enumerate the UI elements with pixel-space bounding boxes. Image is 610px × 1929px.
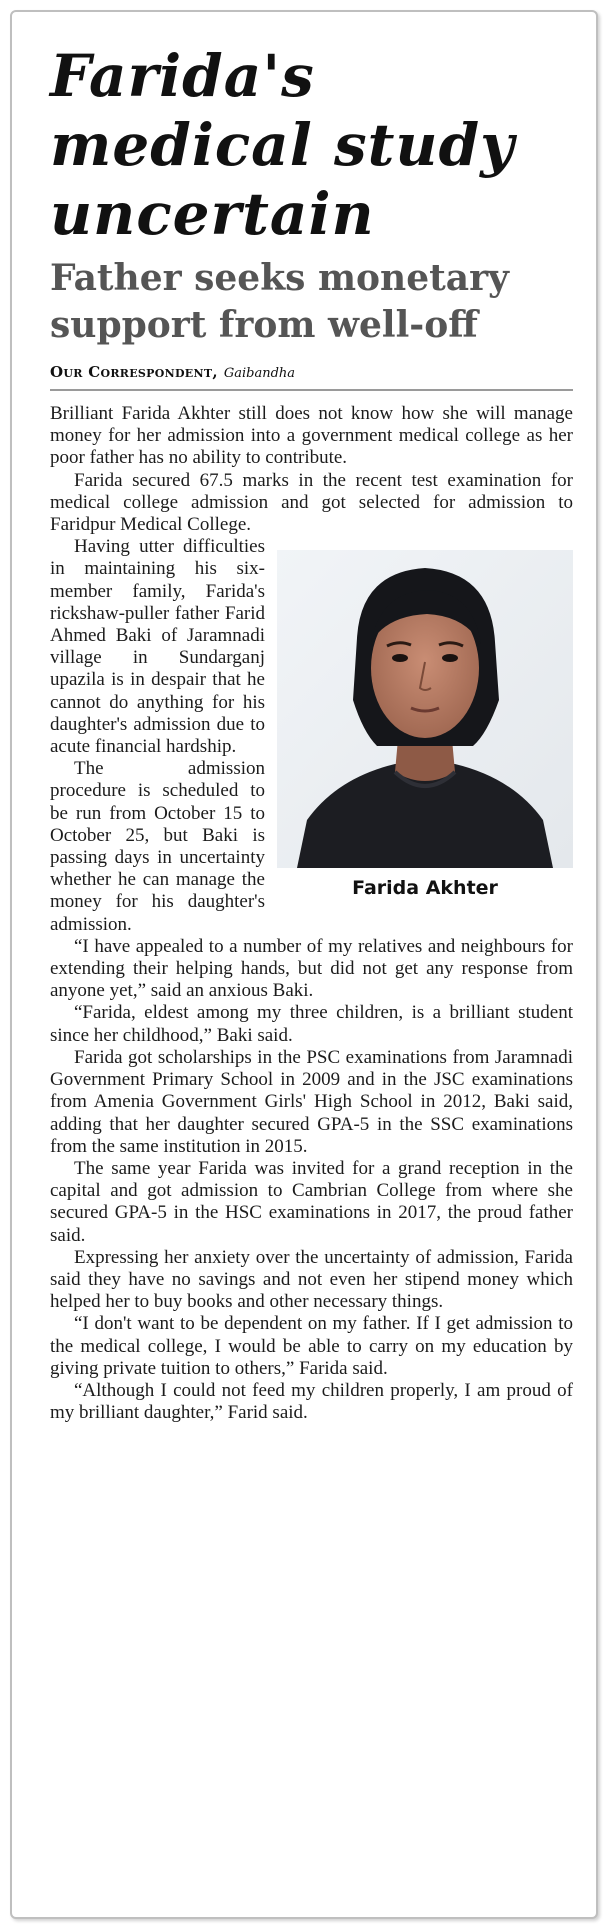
paragraph: Having utter difficulties in maintaining his six-member family, Farida's rickshaw-puller father Farid Ahmed Baki of Jaramnadi village in Sundarganj upazila is in despair that he cannot do anything for his daughter's admission due to acute financial hardship. [50, 536, 265, 758]
byline-divider [50, 389, 573, 391]
paragraph: Farida got scholarships in the PSC examinations from Jaramnadi Government Primary School in 2009 and in the JSC examinations from Amenia Government Girls' High School in 2012, Baki said, adding that her daughter secured GPA-5 in the SSC examinations from the same institution in 2015. [50, 1046, 573, 1157]
paragraph: Brilliant Farida Akhter still does not know how she will manage money for her admission into a government medical college as her poor father has no ability to contribute. [50, 403, 573, 469]
paragraph: Farida secured 67.5 marks in the recent test examination for medical college admission and got selected for admission to Faridpur Medical College. [50, 469, 573, 536]
paragraph: “Although I could not feed my children properly, I am proud of my brilliant daughter,” Farid said. [50, 1379, 573, 1424]
paragraph: The admission procedure is scheduled to be run from October 15 to October 25, but Baki is passing days in uncertainty whether he can manage the money for his daughter's admission. [50, 758, 265, 935]
byline-place: Gaibandha [223, 366, 296, 381]
portrait-photo [277, 550, 573, 868]
article-body [50, 403, 573, 1424]
article [50, 42, 573, 1424]
article-frame [10, 10, 598, 1919]
subheadline: Father seeks monetary support from well-off [50, 257, 509, 346]
paragraph: The same year Farida was invited for a grand reception in the capital and got admission to Cambrian College from where she secured GPA-5 in the HSC examinations in 2017, the proud father said. [50, 1157, 573, 1246]
photo-caption: Farida Akhter [352, 877, 498, 900]
photo-figure [277, 550, 573, 899]
paragraph: “Farida, eldest among my three children, is a brilliant student since her childhood,” Baki said. [50, 1002, 573, 1046]
byline [50, 363, 573, 381]
paragraph: Expressing her anxiety over the uncertainty of admission, Farida said they have no savings and not even her stipend money which helped her to buy books and other necessary things. [50, 1246, 573, 1313]
byline-author: Our Correspondent, [50, 363, 218, 381]
paragraph: “I have appealed to a number of my relatives and neighbours for extending their helping hands, but did not get any response from anyone yet,” said an anxious Baki. [50, 935, 573, 1002]
paragraph: “I don't want to be dependent on my father. If I get admission to the medical college, I would be able to carry on my education by giving private tuition to others,” Farida said. [50, 1313, 573, 1379]
headline: Farida's medical study uncertain [50, 42, 515, 248]
